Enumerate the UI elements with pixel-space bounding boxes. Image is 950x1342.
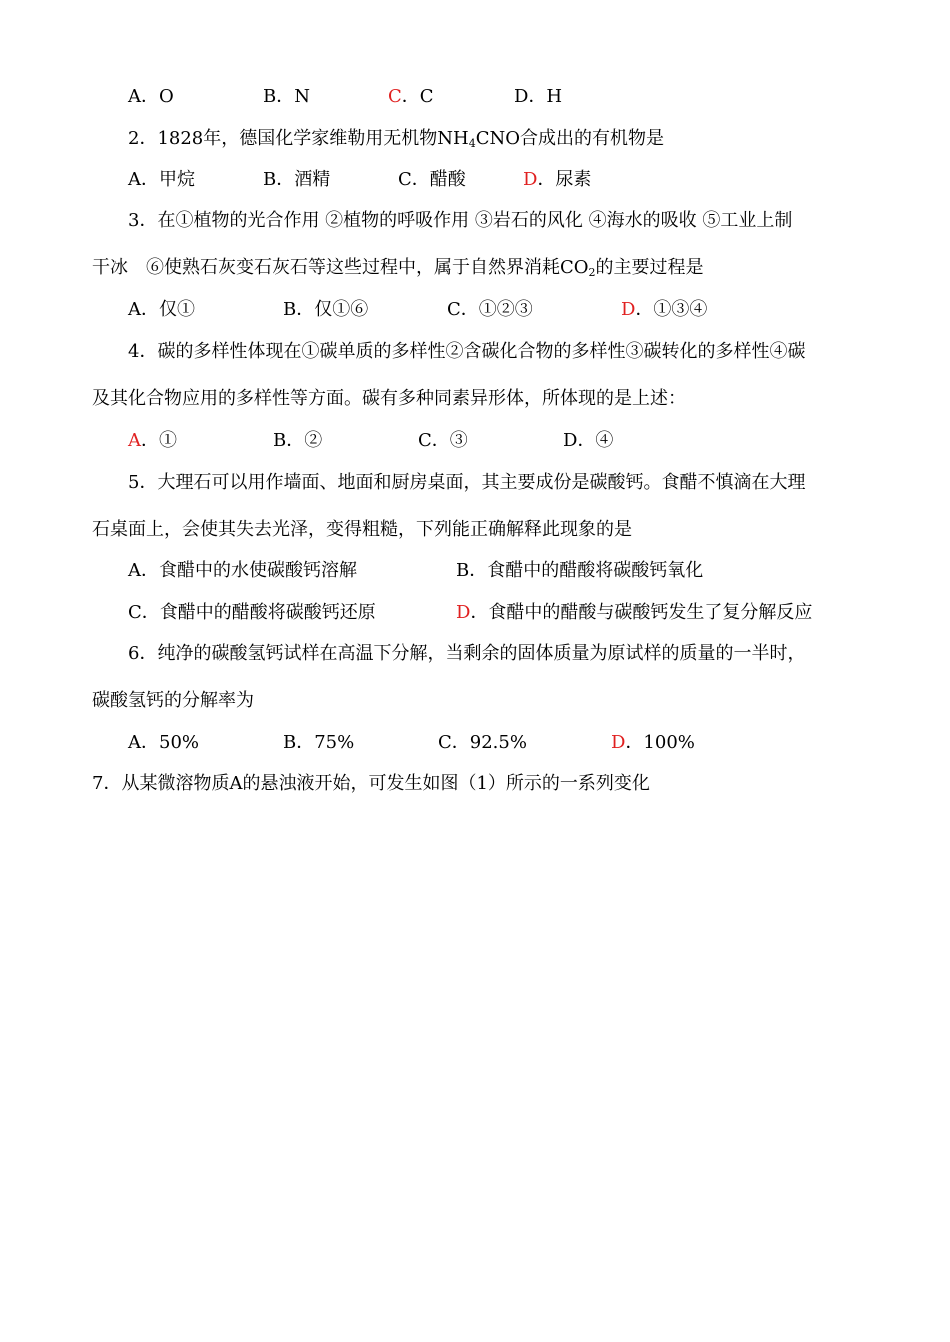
q6-stem-line2: 碳酸氢钙的分解率为: [92, 690, 254, 711]
option-text: ．①: [141, 430, 177, 451]
q3-option-a: [128, 298, 195, 322]
option-text: ．醋酸: [411, 169, 466, 190]
q3-stem-part: 的主要过程是: [595, 257, 704, 278]
q4-option-a: [128, 429, 177, 453]
option-letter: B: [283, 732, 297, 753]
q2-option-d: [523, 168, 591, 192]
option-letter: A: [128, 86, 141, 107]
q1-option-d: [514, 85, 562, 109]
option-text: ．食醋中的醋酸将碳酸钙氧化: [469, 560, 704, 581]
q5-stem-line1: 5．大理石可以用作墙面、地面和厨房桌面，其主要成份是碳酸钙。食醋不慎滴在大理: [128, 472, 806, 493]
option-text: ．酒精: [276, 169, 331, 190]
option-letter: B: [263, 86, 277, 107]
q5-stem-line2: 石桌面上，会使其失去光泽，变得粗糙，下列能正确解释此现象的是: [92, 519, 632, 540]
q2-stem: [128, 127, 664, 151]
q1-option-c: [388, 85, 434, 109]
option-letter: C: [438, 732, 452, 753]
option-text: ．①③④: [635, 299, 708, 320]
q4-stem-line1: 4．碳的多样性体现在①碳单质的多样性②含碳化合物的多样性③碳转化的多样性④碳: [128, 341, 806, 362]
q3-stem-line1: 3．在①植物的光合作用 ②植物的呼吸作用 ③岩石的风化 ④海水的吸收 ⑤工业上制: [128, 210, 793, 231]
option-letter: A: [128, 299, 141, 320]
q6-stem-line1: 6．纯净的碳酸氢钙试样在高温下分解，当剩余的固体质量为原试样的质量的一半时，: [128, 643, 806, 664]
answer-letter: D: [611, 732, 626, 753]
q4-option-c: [418, 429, 468, 453]
q3-stem-part: 干冰 ⑥使熟石灰变石灰石等这些过程中，属于自然界消耗CO: [92, 257, 589, 278]
option-text: ．50%: [141, 732, 200, 753]
option-letter: B: [263, 169, 277, 190]
option-letter: D: [514, 86, 529, 107]
option-letter: A: [128, 732, 141, 753]
q2-option-c: [398, 168, 466, 192]
subscript: 2: [588, 266, 596, 279]
q3-option-d: [621, 298, 707, 322]
option-text: ．食醋中的醋酸与碳酸钙发生了复分解反应: [470, 602, 813, 623]
option-letter: A: [128, 560, 141, 581]
option-letter: A: [128, 169, 141, 190]
option-text: ．100%: [625, 732, 695, 753]
q1-option-a: [128, 85, 174, 109]
q4-option-b: [273, 429, 322, 453]
option-text: ．甲烷: [141, 169, 195, 190]
option-text: ．仅①⑥: [296, 299, 369, 320]
option-text: ．食醋中的水使碳酸钙溶解: [141, 560, 357, 581]
option-text: ．仅①: [141, 299, 195, 320]
option-letter: C: [447, 299, 461, 320]
option-letter: B: [456, 560, 470, 581]
q5-option-d: [456, 601, 812, 625]
q2-option-a: [128, 168, 195, 192]
answer-letter: D: [523, 169, 538, 190]
q3-option-c: [447, 298, 533, 322]
answer-letter: C: [388, 86, 402, 107]
option-text: ．食醋中的醋酸将碳酸钙还原: [141, 602, 376, 623]
option-letter: D: [563, 430, 578, 451]
option-text: ．N: [276, 86, 310, 107]
q5-option-b: [456, 559, 703, 583]
q2-option-b: [263, 168, 330, 192]
q2-stem-part: 2．1828年，德国化学家维勒用无机物NH: [128, 128, 469, 149]
option-text: ．H: [528, 86, 563, 107]
option-text: ．C: [401, 86, 434, 107]
option-letter: C: [418, 430, 432, 451]
option-letter: C: [128, 602, 142, 623]
q6-option-c: [438, 731, 527, 755]
option-text: ．④: [577, 430, 614, 451]
q2-stem-part: CNO合成出的有机物是: [475, 128, 664, 149]
option-text: ．尿素: [537, 169, 592, 190]
answer-letter: A: [128, 430, 141, 451]
q6-option-b: [283, 731, 354, 755]
q3-stem-line2: [92, 256, 704, 280]
option-text: ．75%: [296, 732, 355, 753]
q5-option-c: [128, 601, 376, 625]
option-text: ．92.5%: [451, 732, 527, 753]
answer-letter: D: [621, 299, 636, 320]
option-letter: C: [398, 169, 412, 190]
answer-letter: D: [456, 602, 471, 623]
option-text: ．②: [286, 430, 323, 451]
q1-option-b: [263, 85, 310, 109]
q3-option-b: [283, 298, 368, 322]
q4-option-d: [563, 429, 613, 453]
subscript: 4: [468, 137, 476, 150]
option-text: ．O: [141, 86, 174, 107]
q5-option-a: [128, 559, 357, 583]
option-text: ．③: [431, 430, 468, 451]
option-letter: B: [283, 299, 297, 320]
q7-stem: 7．从某微溶物质A的悬浊液开始，可发生如图（1）所示的一系列变化: [92, 773, 650, 794]
option-text: ．①②③: [460, 299, 533, 320]
q6-option-d: [611, 731, 695, 755]
option-letter: B: [273, 430, 287, 451]
q6-option-a: [128, 731, 199, 755]
q4-stem-line2: 及其化合物应用的多样性等方面。碳有多种同素异形体，所体现的是上述：: [92, 388, 686, 409]
